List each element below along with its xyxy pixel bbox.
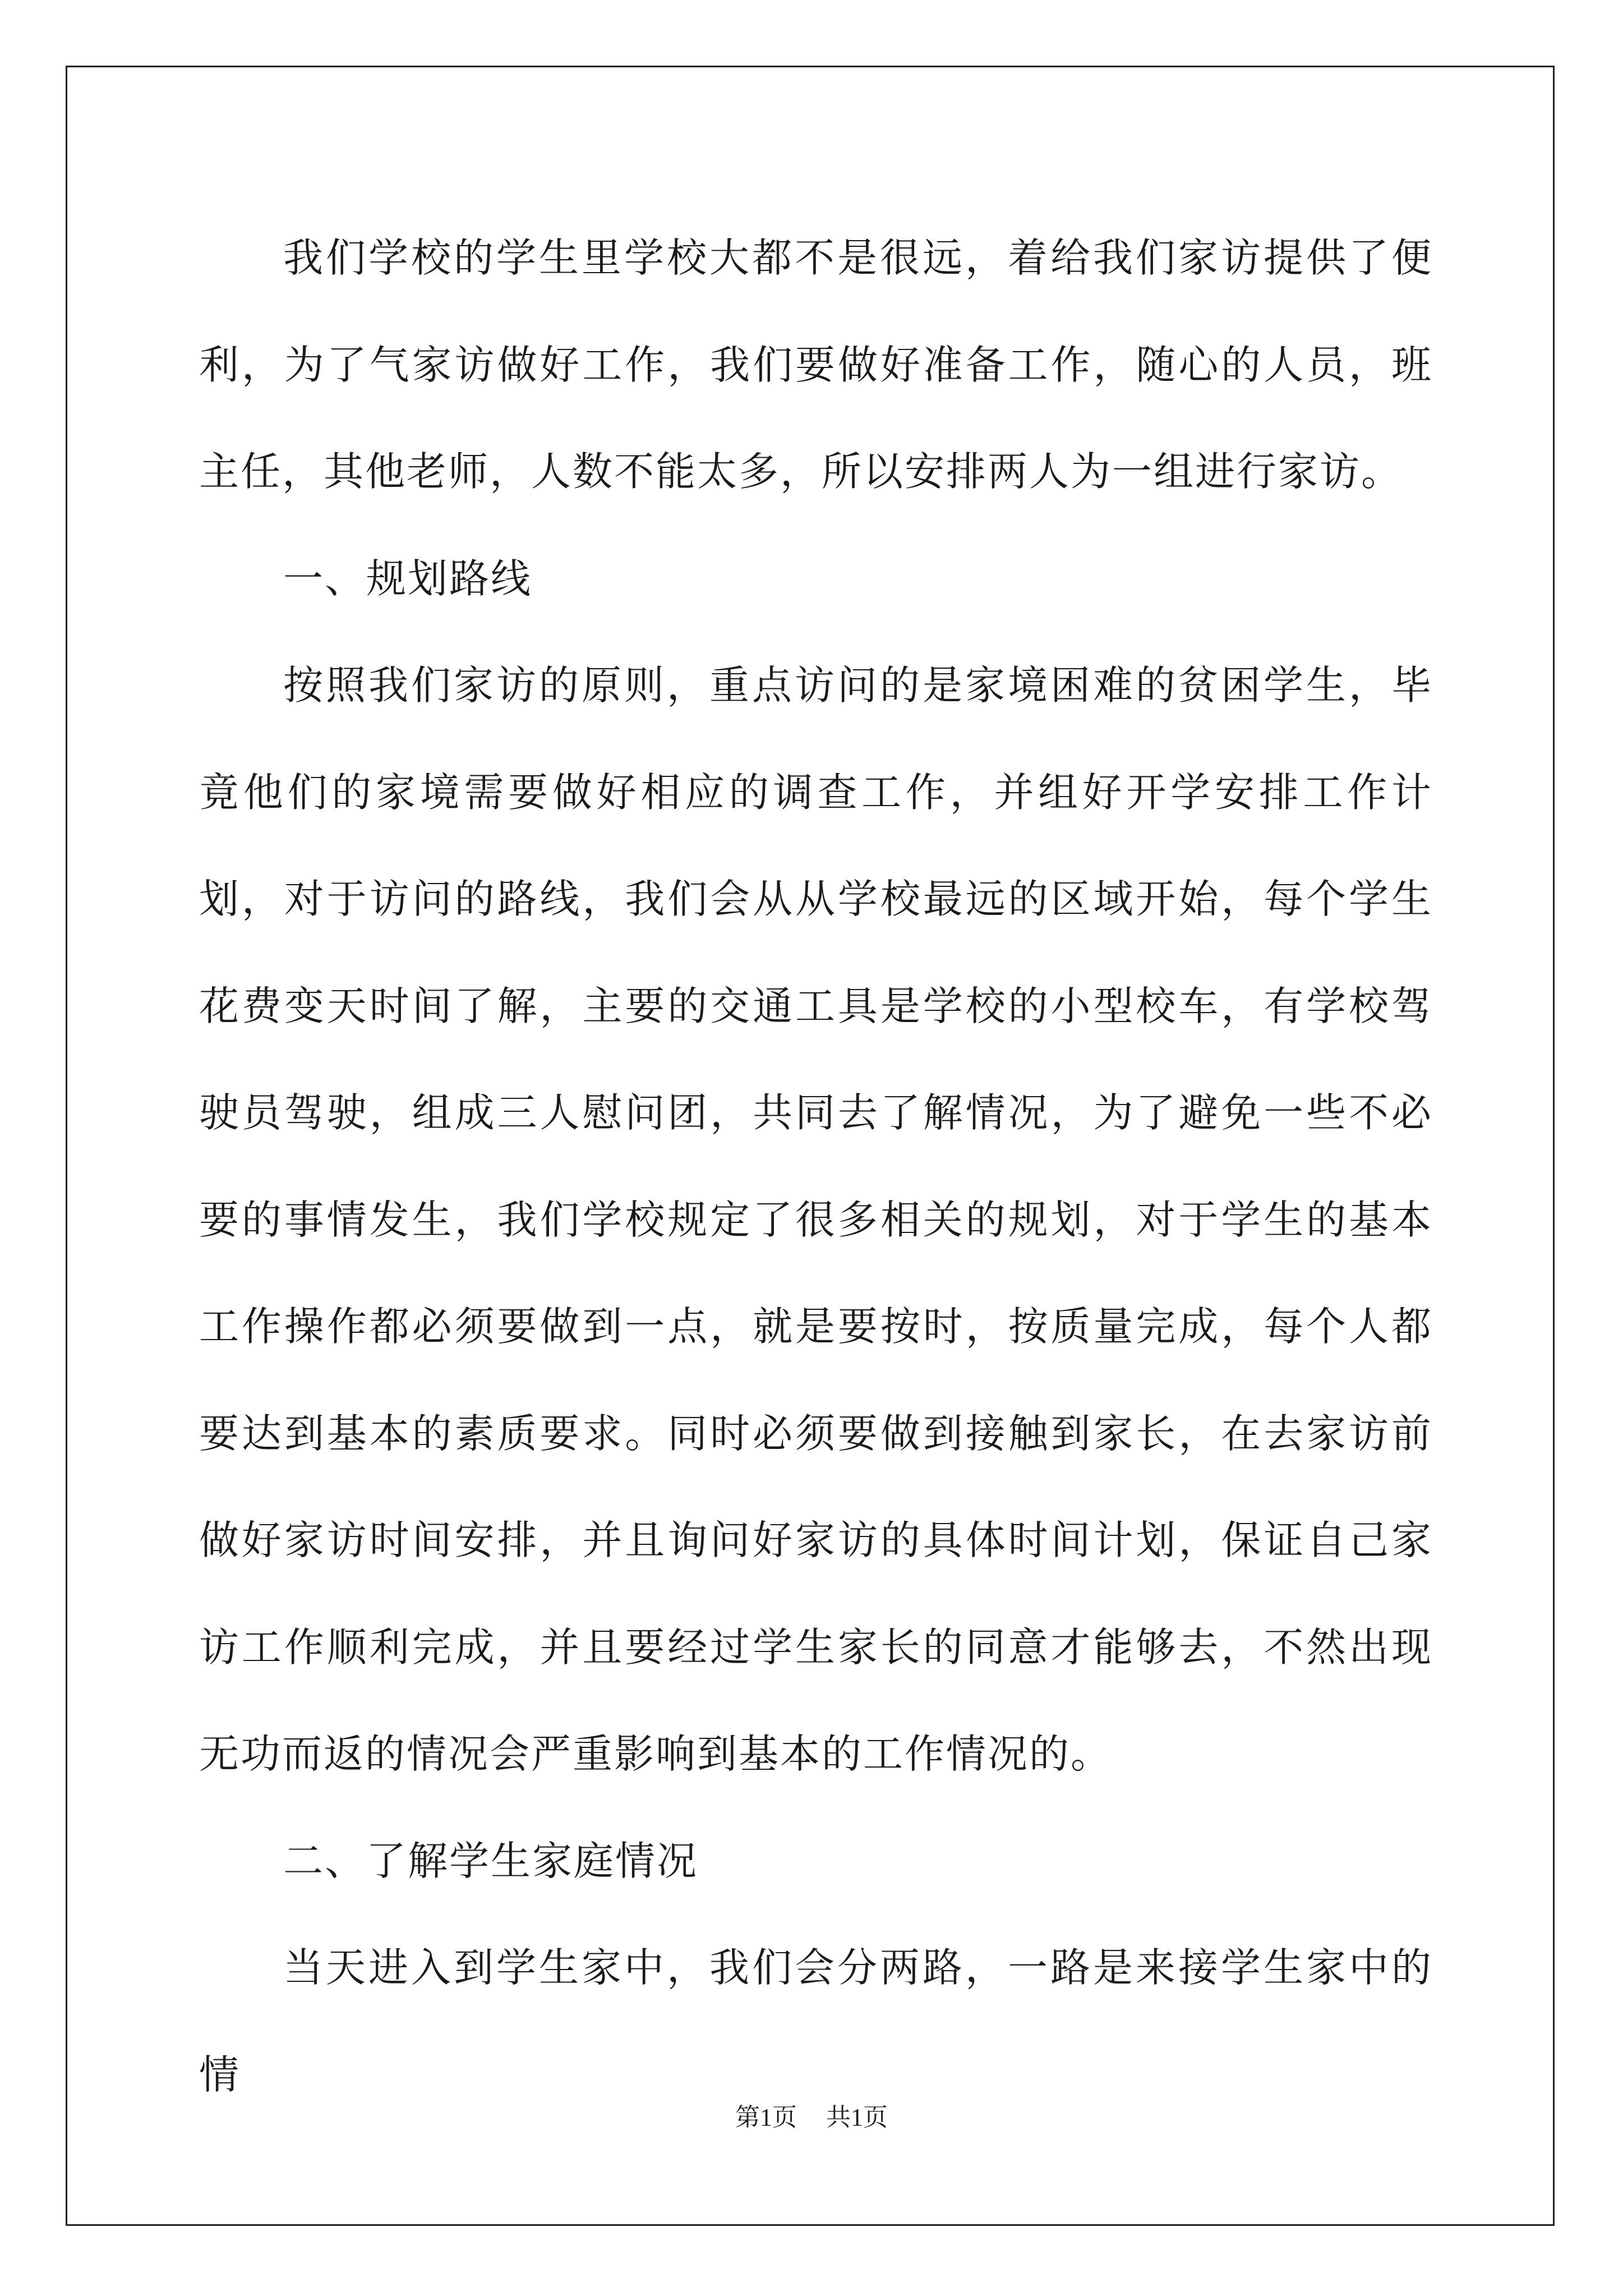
page-number: 第1页: [735, 2104, 797, 2131]
paragraph-route: 按照我们家访的原则，重点访问的是家境困难的贫困学生，毕竟他们的家境需要做好相应的调查工作，并组好开学安排工作计划，对于访问的路线，我们会从从学校最远的区域开始，每个学生花费变天时间了解，主要的交通工具是学校的小型校车，有学校驾驶员驾驶，组成三人慰问团，共同去了解情况，为了避免一些不必要的事情发生，我们学校规定了很多相关的规划，对于学生的基本工作操作都必须要做到一点，就是要按时，按质量完成，每个人都要达到基本的素质要求。同时必须要做到接触到家长，在去家访前做好家访时间安排，并且询问好家访的具体时间计划，保证自己家访工作顺利完成，并且要经过学生家长的同意才能够去，不然出现无功而返的情况会严重影响到基本的工作情况的。: [199, 662, 1433, 1777]
document-body: [199, 205, 1433, 2128]
section-heading-route: 一、规划路线: [283, 555, 533, 602]
section-heading-family: 二、了解学生家庭情况: [283, 1837, 699, 1884]
paragraph-intro: 我们学校的学生里学校大都不是很远，着给我们家访提供了便利，为了气家访做好工作，我们要做好准备工作，随心的人员，班主任，其他老师，人数不能太多，所以安排两人为一组进行家访。: [199, 234, 1433, 495]
page-footer: [0, 2101, 1623, 2134]
page-total: 共1页: [826, 2104, 888, 2131]
paragraph-family: 当天进入到学生家中，我们会分两路，一路是来接学生家中的情: [199, 1944, 1433, 2098]
